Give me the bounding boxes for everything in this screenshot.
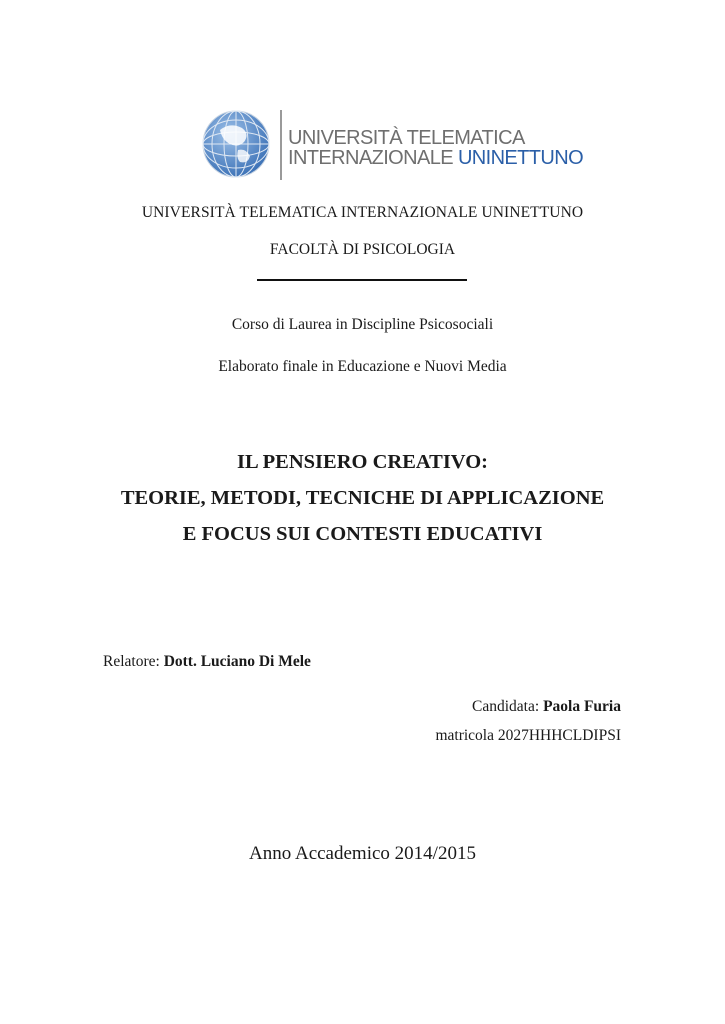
thesis-type: Elaborato finale in Educazione e Nuovi Media	[218, 358, 507, 375]
title-line-3: E FOCUS SUI CONTESTI EDUCATIVI	[182, 523, 543, 545]
supervisor-name: Dott. Luciano Di Mele	[163, 653, 311, 670]
candidate-label: Candidata:	[472, 698, 540, 715]
logo-line-1: UNIVERSITÀ TELEMATICA	[288, 127, 525, 149]
student-id: matricola 2027HHHCLDIPSI	[435, 727, 621, 744]
logo-divider	[280, 110, 282, 180]
logo-line-2-gray: INTERNAZIONALE	[288, 147, 453, 169]
title-line-2: TEORIE, METODI, TECNICHE DI APPLICAZIONE	[120, 487, 605, 509]
supervisor	[103, 653, 311, 671]
supervisor-label: Relatore:	[103, 653, 160, 670]
candidate-name: Paola Furia	[543, 698, 621, 715]
logo-line-2-blue: UNINETTUNO	[457, 147, 584, 169]
globe-icon	[200, 108, 272, 180]
logo-line-2	[288, 148, 583, 168]
candidate	[472, 698, 621, 716]
faculty-name: FACOLTÀ DI PSICOLOGIA	[269, 241, 456, 258]
title-line-1: IL PENSIERO CREATIVO:	[237, 451, 488, 473]
university-logo	[200, 108, 584, 184]
degree-course: Corso di Laurea in Discipline Psicosociali	[231, 316, 494, 333]
separator-line	[257, 279, 467, 281]
academic-year: Anno Accademico 2014/2015	[249, 843, 476, 864]
university-name: UNIVERSITÀ TELEMATICA INTERNAZIONALE UNINETTUNO	[141, 204, 584, 221]
logo-text	[288, 128, 583, 168]
